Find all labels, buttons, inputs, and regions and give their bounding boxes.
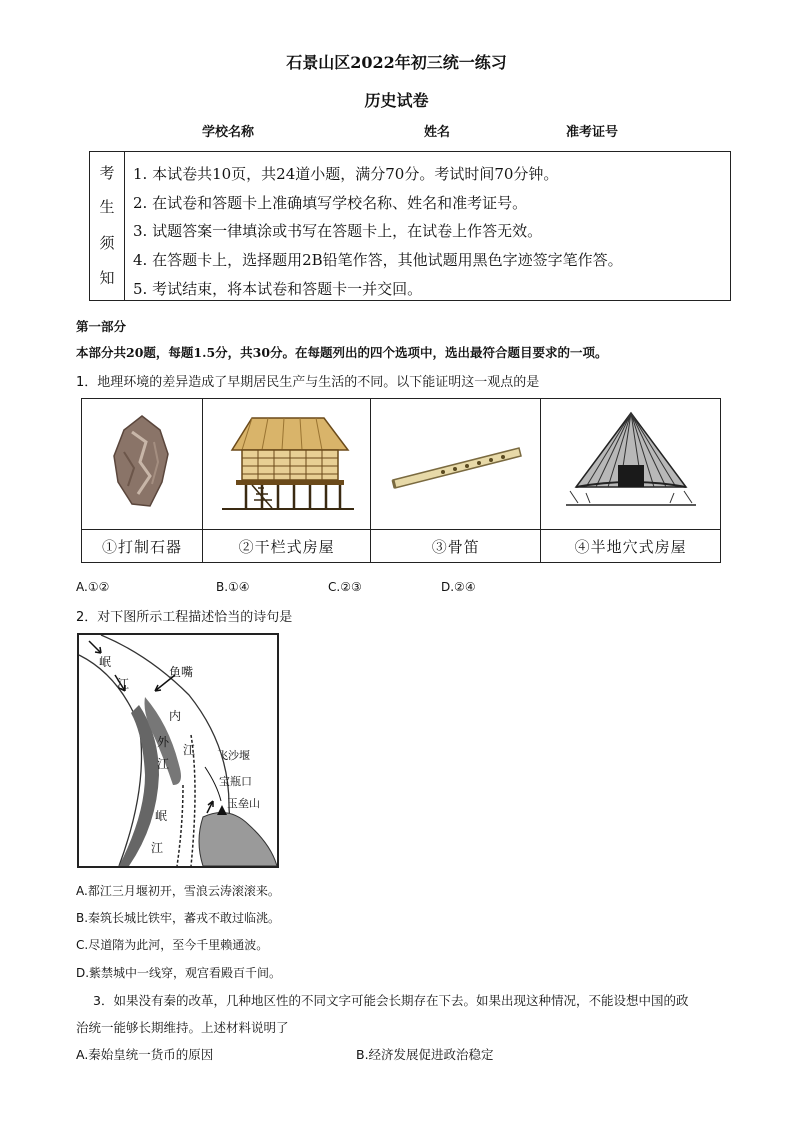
question-1-option-d: D.②④ (441, 580, 476, 594)
question-3-stem-line-1: 3．如果没有秦的改革，几种地区性的不同文字可能会长期存在下去。如果出现这种情况，不能设想中国的政 (93, 993, 689, 1008)
exam-id-label: 准考证号 (566, 125, 619, 140)
question-1-option-b: B.①④ (216, 580, 250, 594)
question-2-option-b: B.秦筑长城比铁牢，蕃戎不敢过临洮。 (76, 911, 281, 925)
map-label-inner-river: 江 (183, 743, 196, 757)
map-label-inner: 内 (169, 709, 182, 723)
dujiangyan-map (77, 633, 279, 868)
map-label-outer: 外 (157, 735, 170, 749)
map-label-baopingkou: 宝瓶口 (219, 775, 252, 788)
question-1-image-table (81, 398, 721, 563)
image-caption: ④半地穴式房屋 (541, 530, 721, 563)
question-3-option-b: B.经济发展促进政治稳定 (356, 1047, 494, 1062)
notice-item: 1. 本试卷共10页，共24道小题，满分70分。考试时间70分钟。 (133, 165, 559, 183)
map-label-yuleishan: 玉垒山 (227, 797, 260, 810)
image-caption: ②干栏式房屋 (203, 530, 371, 563)
part-instruction: 本部分共20题，每题1.5分，共30分。在每题列出的四个选项中，选出最符合题目要求的一项。 (76, 345, 608, 360)
bone-flute-image (371, 399, 541, 530)
exam-title: 石景山区2022年初三统一练习 (286, 53, 507, 72)
image-caption: ③骨笛 (371, 530, 541, 563)
notice-heading (90, 152, 125, 300)
notice-item: 3. 试题答案一律填涂或书写在答题卡上，在试卷上作答无效。 (133, 222, 543, 240)
school-name-label: 学校名称 (202, 125, 255, 140)
notice-heading-char: 须 (99, 234, 115, 252)
question-1-stem: 1．地理环境的差异造成了早期居民生产与生活的不同。以下能证明这一观点的是 (76, 375, 540, 390)
image-caption: ①打制石器 (82, 530, 203, 563)
notice-item: 2. 在试卷和答题卡上准确填写学校名称、姓名和准考证号。 (133, 194, 528, 212)
exam-subtitle: 历史试卷 (364, 91, 429, 110)
notice-heading-char: 知 (99, 269, 115, 287)
chipped-stone-tool-image (82, 399, 203, 530)
question-1-option-c: C.②③ (328, 580, 362, 594)
question-2-option-c: C.尽道隋为此河，至今千里赖通波。 (76, 938, 269, 952)
question-3-option-a: A.秦始皇统一货币的原因 (76, 1047, 214, 1062)
map-label-feishayan: 飞沙堰 (217, 749, 250, 762)
question-2-option-d: D.紫禁城中一线穿，观宫看殿百千间。 (76, 966, 282, 980)
question-1-option-a: A.①② (76, 580, 110, 594)
map-label-river-lower: 江 (151, 841, 164, 855)
map-label-outer-river: 江 (157, 757, 170, 771)
question-2-option-a: A.都江三月堰初开，雪浪云涛滚滚来。 (76, 884, 280, 898)
notice-heading-char: 考 (99, 164, 115, 182)
map-label-min-river-lower: 岷 (155, 809, 168, 823)
map-label-river: 江 (117, 677, 130, 691)
stilt-house-image (203, 399, 371, 530)
part-title: 第一部分 (76, 319, 127, 334)
student-name-label: 姓名 (424, 125, 451, 140)
question-3-stem-line-2: 治统一能够长期维持。上述材料说明了 (76, 1020, 289, 1035)
notice-item: 5. 考试结束，将本试卷和答题卡一并交回。 (133, 280, 423, 298)
semi-subterranean-house-image (541, 399, 721, 530)
notice-heading-char: 生 (99, 198, 115, 216)
notice-item: 4. 在答题卡上，选择题用2B铅笔作答，其他试题用黑色字迹签字笔作答。 (133, 251, 623, 269)
candidate-notice-box (89, 151, 731, 301)
map-label-min-river: 岷 (99, 655, 112, 669)
question-2-stem: 2．对下图所示工程描述恰当的诗句是 (76, 610, 293, 625)
map-label-fish-mouth: 鱼嘴 (169, 665, 194, 679)
